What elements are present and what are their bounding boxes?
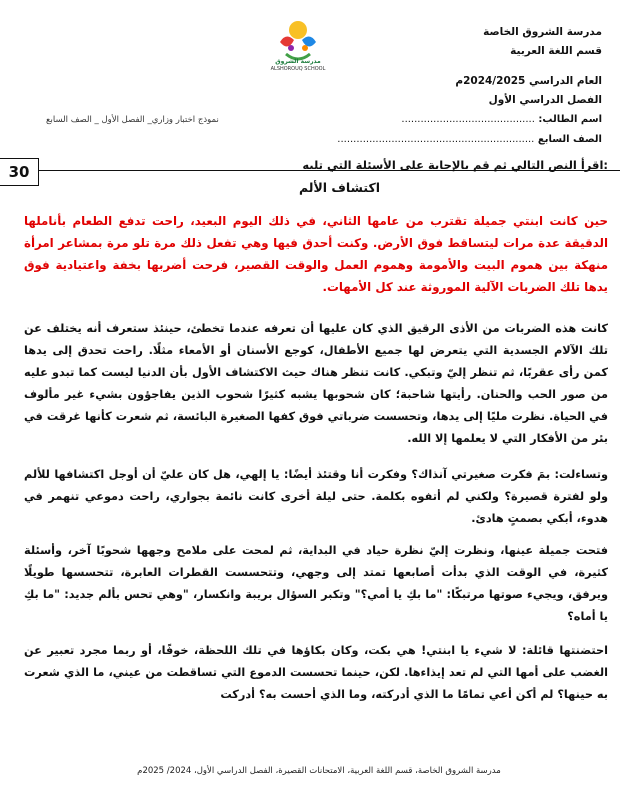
term-label: الفصل الدراسي الأول bbox=[488, 94, 602, 106]
passage-paragraph-1: حين كانت ابنتي جميلة تقترب من عامها الثاني، في ذلك اليوم البعيد، راحت تدفع الطعام بأناملها الدقيقة عدة مرات ليتساقط فوق الأرض. وكنت أحدق فيها وهي تفعل ذلك مرة تلو مرة بمشاعر امرأة منهكة بين هموم البيت والأمومة وهموم العمل والوقت القصير، فرحت أضربها بخفة واعتيادية فوق يدها تلك الضربات الآلية الموروثة عند كل الأمهات. bbox=[24, 214, 608, 294]
school-header bbox=[372, 24, 602, 111]
department-name: قسم اللغة العربية bbox=[510, 45, 602, 57]
academic-year: العام الدراسي 2024/2025م bbox=[455, 75, 602, 87]
school-name: مدرسة الشروق الخاصة bbox=[483, 26, 602, 38]
passage-paragraph-5: احتضنتها قائلة: لا شيء يا ابنتي! هي بكت، وكان بكاؤها في تلك اللحظة، خوفًا، أو ربما مجرد تعبير عن الغضب على أمها التي لم تعد إيذاءها. لكن، حينما تحسست الدموع التي تساقطت من عيني، ما الذي شعرت به حينها؟ لم أكن أعي تمامًا ما الذي أدركته، وما الذي أحست به؟ أدركت bbox=[24, 644, 608, 701]
passage-paragraph-4: فتحت جميلة عينها، ونظرت إليّ نظرة حياد في البداية، ثم لمحت على ملامح وجهها شحوبًا آخر، وأسئلة كثيرة، في الوقت الذي بدأت أصابعها تمتد إلى وجهي، وتتحسست القطرات العابرة، تتحسسها طويلًا ويرفق، ويجيء صوتها مرتبكًا: "ما بكِ يا أمي؟" وتكبر السؤال بريبة وانكسار، "وهي تحس بألم جديد: "ما بكِ يا أماه؟ bbox=[24, 544, 608, 623]
passage-paragraph-3: وتساءلت: بمَ فكرت صغيرتي آنذاك؟ وفكرت أنا وقتئذ أيضًا: يا إلهي، هل كان عليّ أن أوجل اكتشافها للألم ولو لفترة قصيرة؟ ولكني لم أتفوه بكلمة. حتى ليلة أخرى كانت نائمة بجواري، راحت دموعي تنهمر في هدوء، أبكي بصمتٍ هادئ. bbox=[24, 468, 608, 525]
grade-row bbox=[32, 134, 602, 145]
passage-title: اكتشاف الألم bbox=[298, 180, 380, 195]
passage-paragraph-2: كانت هذه الضربات من الأذى الرقيق الذي كان عليها أن تعرفه عندما تخطئ، حينئذ ستعرف أنه يختلف عن تلك الآلام الجسدية التي يتعرض لها جميع الأطفال، كوجع الأسنان أو الأمعاء مثلًا. راحت تحدق إلى يدها كمن رأى عقربًا، ثم تنظر إليّ وتبكي. كانت تنظر هناك حيث الاكتشاف الأول بأن الدنيا ليست كما تبدو عليه من صور الحب والحنان. رأيتها شاحبة؛ كان شحوبها يشبه كثيرًا شحوب الذين يفاجؤون بشيء غير مألوف في الحياة. نظرت مليًا إلى يدها، وتحسست ضرباتي فوق كفها الصغيرة البائسة، ثم شعرت كأنها غرقت في بئر من الأفكار التي لا يعلمها إلا الله. bbox=[24, 322, 608, 445]
logo-text: مدرسة الشروق bbox=[275, 58, 321, 65]
page-footer: مدرسة الشروق الخاصة، قسم اللغة العربية، الامتحانات القصيرة، الفصل الدراسي الأول، 2024/ 2025م bbox=[137, 766, 501, 776]
exam-model-label: نموذج اختبار وزاري_ الفصل الأول _ الصف السابع bbox=[46, 115, 219, 125]
grade-field[interactable]: .............................................................. bbox=[337, 134, 535, 145]
grade-label: الصف السابع bbox=[537, 134, 602, 145]
student-name-label: اسم الطالب: bbox=[538, 114, 602, 125]
logo-subtext: ALSHOROUQ SCHOOL bbox=[270, 66, 326, 72]
score-box: 30 bbox=[0, 158, 39, 186]
student-name-field[interactable]: .......................................... bbox=[401, 114, 535, 125]
question-instruction: :اقرأ النص التالي ثم قم بالإجابة على الأسئلة التي تليه bbox=[302, 158, 608, 172]
